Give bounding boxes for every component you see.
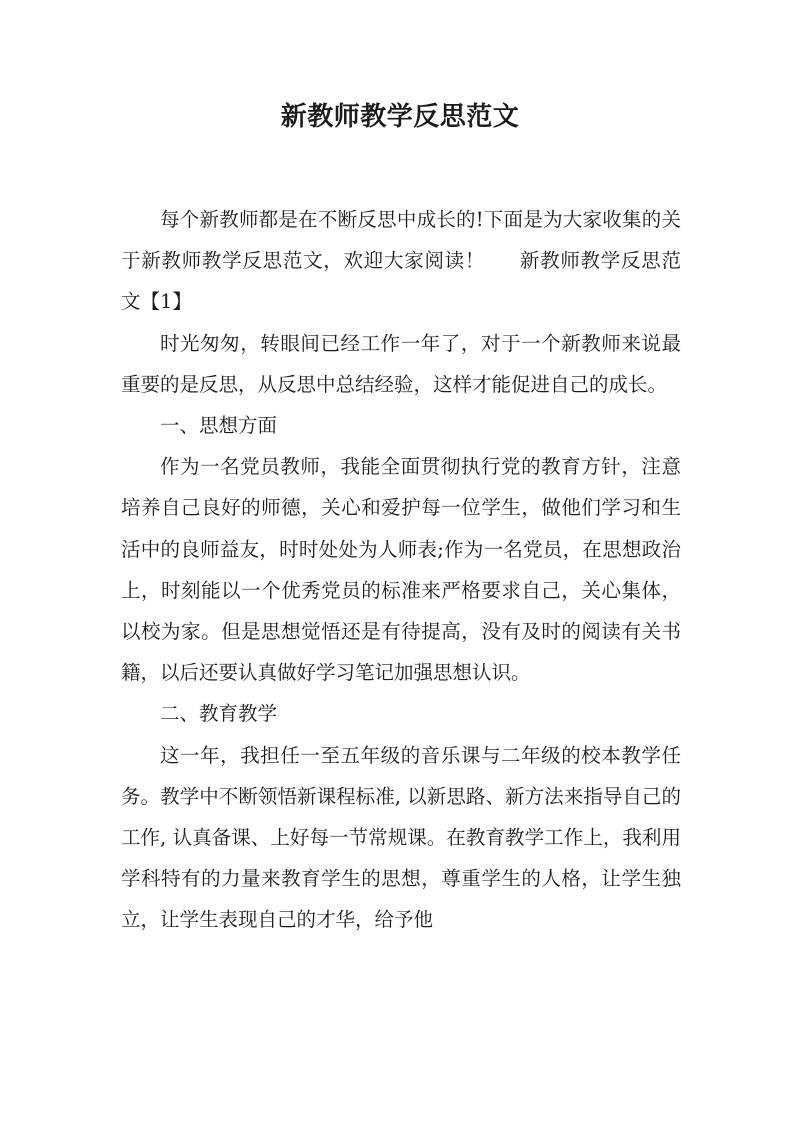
body-paragraph-2: 作为一名党员教师，我能全面贯彻执行党的教育方针，注意培养自己良好的师德，关心和爱护每一位学生，做他们学习和生活中的良师益友，时时处处为人师表;作为一名党员，在思想政治上，时刻能以一个优秀党员的标准来严格要求自己，关心集体，以校为家。但是思想觉悟还是有待提高，没有及时的阅读有关书籍，以后还要认真做好学习笔记加强思想认识。 <box>121 455 681 685</box>
body-paragraph-1: 时光匆匆，转眼间已经工作一年了，对于一个新教师来说最重要的是反思，从反思中总结经验，这样才能促进自己的成长。 <box>121 331 681 396</box>
document-title: 新教师教学反思范文 <box>280 102 520 132</box>
section-heading-thought: 一、思想方面 <box>160 414 278 438</box>
intro-text: 每个新教师都是在不断反思中成长的!下面是为大家收集的关于新教师教学反思范文，欢迎大家阅读！ <box>121 208 681 273</box>
document-body <box>121 199 681 941</box>
section-heading-teaching: 二、教育教学 <box>160 702 278 726</box>
intro-paragraph <box>121 199 681 323</box>
section-label: 新教师教学反思范文【1】 <box>121 249 681 314</box>
body-paragraph-3: 这一年，我担任一至五年级的音乐课与二年级的校本教学任务。教学中不断领悟新课程标准, 以新思路、新方法来指导自己的工作, 认真备课、上好每一节常规课。在教育教学工作上，我利用学科特有的力量来教育学生的思想，尊重学生的人格，让学生独立，让学生表现自己的才华，给予他 <box>121 743 681 932</box>
